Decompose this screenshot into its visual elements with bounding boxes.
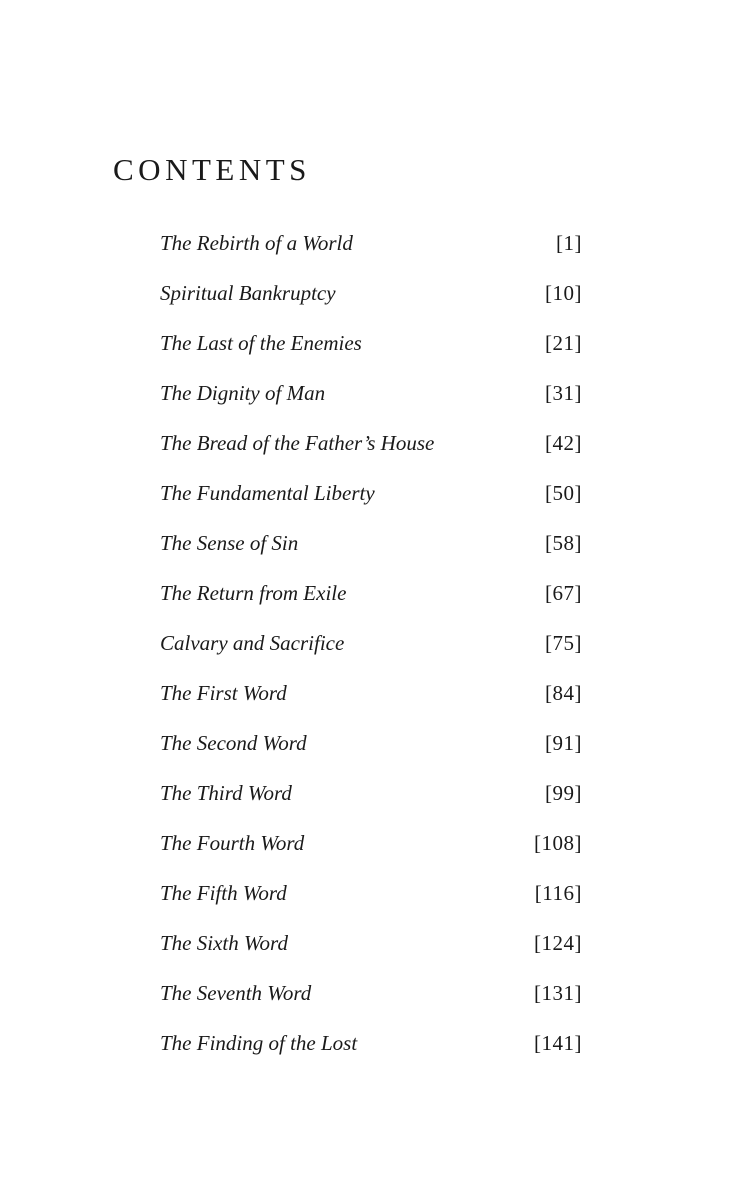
page-title: CONTENTS [113,152,311,187]
toc-entry-title: The Seventh Word [160,981,312,1005]
toc-entry-title: The Fourth Word [160,831,305,855]
toc-entry[interactable] [160,928,582,978]
table-of-contents [160,228,582,1078]
toc-entry-page: [50] [545,481,582,505]
toc-entry-title: The Sense of Sin [160,531,299,555]
toc-entry-page: [108] [534,831,582,855]
toc-entry-title: The Fifth Word [160,881,287,905]
toc-entry[interactable] [160,528,582,578]
toc-entry[interactable] [160,328,582,378]
toc-entry-title: The Fundamental Liberty [160,481,375,505]
toc-entry-page: [42] [545,431,582,455]
toc-entry-page: [58] [545,531,582,555]
toc-entry-title: The Bread of the Father’s House [160,431,435,455]
toc-entry-title: The Third Word [160,781,292,805]
toc-entry-title: The Finding of the Lost [160,1031,358,1055]
toc-entry-page: [141] [534,1031,582,1055]
toc-entry-page: [67] [545,581,582,605]
toc-entry-title: The Dignity of Man [160,381,326,405]
toc-entry-title: The Last of the Enemies [160,331,362,355]
toc-entry[interactable] [160,978,582,1028]
toc-entry[interactable] [160,378,582,428]
toc-entry[interactable] [160,428,582,478]
toc-entry[interactable] [160,678,582,728]
toc-entry-title: Calvary and Sacrifice [160,631,345,655]
toc-entry[interactable] [160,1028,582,1078]
toc-entry-page: [91] [545,731,582,755]
toc-entry[interactable] [160,278,582,328]
toc-entry-page: [31] [545,381,582,405]
toc-entry-page: [99] [545,781,582,805]
toc-entry[interactable] [160,228,582,278]
toc-entry[interactable] [160,878,582,928]
toc-entry-page: [1] [556,231,582,255]
toc-entry-page: [116] [534,881,582,905]
toc-entry-page: [124] [534,931,582,955]
toc-entry[interactable] [160,628,582,678]
toc-entry-page: [75] [545,631,582,655]
toc-entry-page: [84] [545,681,582,705]
toc-entry-page: [10] [545,281,582,305]
toc-entry-title: The Rebirth of a World [160,231,353,255]
toc-entry-title: The Second Word [160,731,307,755]
toc-entry-title: The Return from Exile [160,581,347,605]
toc-entry-title: Spiritual Bankruptcy [160,281,336,305]
toc-entry-title: The Sixth Word [160,931,288,955]
toc-entry-title: The First Word [160,681,287,705]
toc-entry[interactable] [160,778,582,828]
toc-entry-page: [21] [545,331,582,355]
toc-entry[interactable] [160,728,582,778]
toc-entry[interactable] [160,478,582,528]
toc-entry-page: [131] [534,981,582,1005]
toc-entry[interactable] [160,578,582,628]
toc-entry[interactable] [160,828,582,878]
